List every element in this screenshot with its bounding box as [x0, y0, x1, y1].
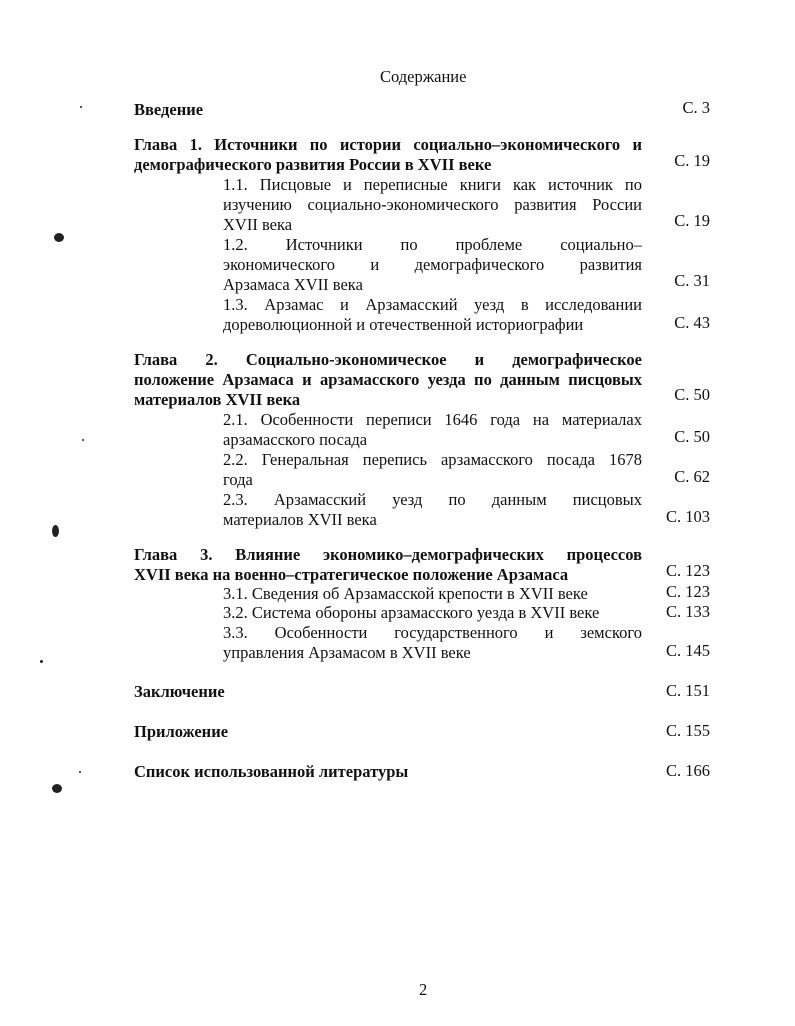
chapter1-title-line1: Глава 1. Источники по истории социально–экономического и	[134, 135, 642, 154]
section-1-1-line1: 1.1. Писцовые и переписные книги как источник по	[223, 175, 642, 194]
section-1-1-line3: XVII века	[223, 215, 293, 234]
section-2-1-page: С. 50	[674, 427, 710, 446]
section-1-2-page: С. 31	[674, 271, 710, 290]
section-3-2-page: С. 133	[665, 602, 710, 621]
section-2-2-page: С. 62	[674, 467, 710, 486]
toc-entry-intro-page: С. 3	[682, 98, 710, 117]
scan-speck	[79, 771, 81, 773]
section-1-2-line3: Арзамаса XVII века	[223, 275, 363, 294]
section-3-3-page: С. 145	[665, 641, 710, 660]
chapter3-title-line1: Глава 3. Влияние экономико–демографических процессов	[134, 545, 642, 564]
toc-entry-intro-label: Введение	[134, 100, 204, 119]
chapter1-page: С. 19	[674, 151, 710, 170]
chapter3-page: С. 123	[665, 561, 710, 580]
section-2-2-line1: 2.2. Генеральная перепись арзамасского посада 1678	[223, 450, 642, 469]
section-3-3-line2: управления Арзамасом в XVII веке	[223, 643, 471, 662]
chapter2-page: С. 50	[674, 385, 710, 404]
toc-entry-conclusion-label: Заключение	[134, 682, 225, 701]
toc-entry-appendix-label: Приложение	[134, 722, 229, 741]
scan-speck	[52, 525, 59, 537]
page-number: 2	[419, 980, 428, 999]
section-2-3-line1: 2.3. Арзамасский уезд по данным писцовых	[223, 490, 642, 509]
section-2-1-line1: 2.1. Особенности переписи 1646 года на материалах	[223, 410, 642, 429]
section-1-2-line2: экономического и демографического развития	[223, 255, 642, 274]
toc-entry-references-label: Список использованной литературы	[134, 762, 409, 781]
scan-speck	[82, 439, 84, 441]
chapter3-title-line2: XVII века на военно–стратегическое положение Арзамаса	[134, 565, 569, 584]
toc-entry-references-page: С. 166	[665, 761, 710, 780]
section-1-3-line2: дореволюционной и отечественной историографии	[223, 315, 584, 334]
section-2-1-line2: арзамасского посада	[223, 430, 368, 449]
chapter2-title-line1: Глава 2. Социально-экономическое и демографическое	[134, 350, 642, 369]
scan-speck	[54, 233, 64, 242]
section-2-3-page: С. 103	[665, 507, 710, 526]
section-1-3-page: С. 43	[674, 313, 710, 332]
section-3-3-line1: 3.3. Особенности государственного и земского	[223, 623, 642, 642]
scan-speck	[40, 660, 43, 663]
section-3-1-line1: 3.1. Сведения об Арзамасской крепости в XVII веке	[223, 584, 588, 603]
section-2-2-line2: года	[223, 470, 253, 489]
section-2-3-line2: материалов XVII века	[223, 510, 377, 529]
toc-heading: Содержание	[380, 67, 467, 86]
section-3-1-page: С. 123	[665, 582, 710, 601]
section-3-2-line1: 3.2. Система обороны арзамасского уезда в XVII веке	[223, 603, 600, 622]
chapter2-title-line2: положение Арзамаса и арзамасского уезда по данным писцовых	[134, 370, 642, 389]
scan-speck	[80, 106, 82, 108]
chapter2-title-line3: материалов XVII века	[134, 390, 301, 409]
section-1-2-line1: 1.2. Источники по проблеме социально–	[223, 235, 642, 254]
section-1-3-line1: 1.3. Арзамас и Арзамасский уезд в исследовании	[223, 295, 642, 314]
section-1-1-line2: изучению социально-экономического развития России	[223, 195, 642, 214]
toc-entry-conclusion-page: С. 151	[665, 681, 710, 700]
scan-speck	[52, 784, 62, 793]
chapter1-title-line2: демографического развития России в XVII веке	[134, 155, 492, 174]
toc-entry-appendix-page: С. 155	[665, 721, 710, 740]
section-1-1-page: С. 19	[674, 211, 710, 230]
